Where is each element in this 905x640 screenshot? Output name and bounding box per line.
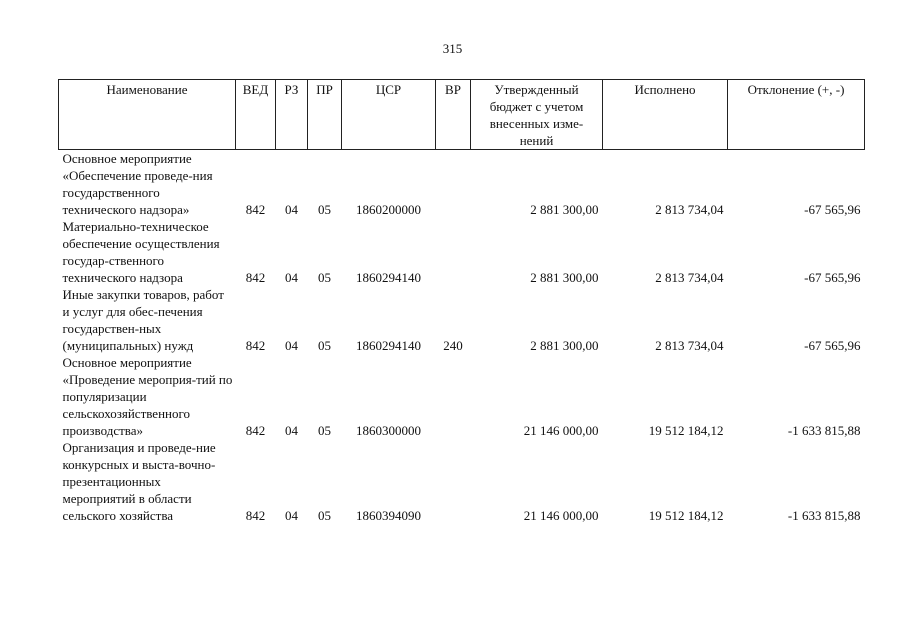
- row-rz: 04: [285, 270, 298, 285]
- row-pr: 05: [318, 338, 331, 353]
- row-deviation: -67 565,96: [804, 202, 861, 217]
- row-vr: 240: [443, 338, 463, 353]
- header-vr: ВР: [436, 80, 471, 150]
- table-row: [59, 286, 865, 354]
- table-row: [59, 150, 865, 219]
- row-budget: 21 146 000,00: [523, 508, 599, 523]
- table-row: [59, 354, 865, 439]
- row-name: Основное мероприятие «Обеспечение проведе-ния государственного технического надзора»: [62, 151, 213, 217]
- row-rz: 04: [285, 423, 298, 438]
- row-pr: 05: [318, 508, 331, 523]
- row-name: Иные закупки товаров, работ и услуг для обес-печения государствен-ных (муниципальных) нужд: [62, 287, 224, 353]
- row-budget: 21 146 000,00: [523, 423, 599, 438]
- row-vr: [436, 218, 471, 286]
- page-number: 315: [442, 41, 463, 56]
- row-ved: 842: [245, 202, 266, 217]
- row-budget: 2 881 300,00: [530, 202, 599, 217]
- row-budget: 2 881 300,00: [530, 338, 599, 353]
- row-deviation: -1 633 815,88: [787, 508, 861, 523]
- row-rz: 04: [285, 338, 298, 353]
- table-row: [59, 218, 865, 286]
- row-csr: 1860394090: [356, 508, 421, 523]
- row-executed: 2 813 734,04: [655, 202, 724, 217]
- header-budget: Утвержденный бюджет с учетом внесенных изме-нений: [471, 80, 603, 150]
- table-row: [59, 439, 865, 524]
- row-ved: 842: [245, 270, 266, 285]
- row-name: Организация и проведе-ние конкурсных и выста-вочно-презентационных мероприятий в области сельского хозяйства: [62, 440, 216, 523]
- header-executed: Исполнено: [603, 80, 728, 150]
- header-csr: ЦСР: [342, 80, 436, 150]
- row-vr: [436, 150, 471, 219]
- row-csr: 1860200000: [356, 202, 421, 217]
- row-csr: 1860300000: [356, 423, 421, 438]
- header-rz: РЗ: [276, 80, 308, 150]
- row-deviation: -1 633 815,88: [787, 423, 861, 438]
- table-header-row: [59, 80, 865, 150]
- row-executed: 19 512 184,12: [648, 508, 724, 523]
- row-rz: 04: [285, 202, 298, 217]
- row-deviation: -67 565,96: [804, 338, 861, 353]
- row-executed: 2 813 734,04: [655, 270, 724, 285]
- header-name: Наименование: [59, 80, 236, 150]
- row-ved: 842: [245, 338, 266, 353]
- row-csr: 1860294140: [356, 338, 421, 353]
- header-pr: ПР: [308, 80, 342, 150]
- row-csr: 1860294140: [356, 270, 421, 285]
- row-executed: 19 512 184,12: [648, 423, 724, 438]
- row-ved: 842: [245, 423, 266, 438]
- row-ved: 842: [245, 508, 266, 523]
- row-name: Основное мероприятие «Проведение мероприя-тий по популяризации сельскохозяйственного производства»: [62, 355, 233, 438]
- row-pr: 05: [318, 423, 331, 438]
- row-deviation: -67 565,96: [804, 270, 861, 285]
- budget-table: [58, 79, 865, 524]
- row-executed: 2 813 734,04: [655, 338, 724, 353]
- row-vr: [436, 354, 471, 439]
- row-vr: [436, 439, 471, 524]
- row-budget: 2 881 300,00: [530, 270, 599, 285]
- row-pr: 05: [318, 270, 331, 285]
- row-rz: 04: [285, 508, 298, 523]
- row-pr: 05: [318, 202, 331, 217]
- header-ved: ВЕД: [236, 80, 276, 150]
- row-name: Материально-техническое обеспечение осуществления государ-ственного технического надзора: [62, 219, 220, 285]
- header-deviation: Отклонение (+, -): [728, 80, 865, 150]
